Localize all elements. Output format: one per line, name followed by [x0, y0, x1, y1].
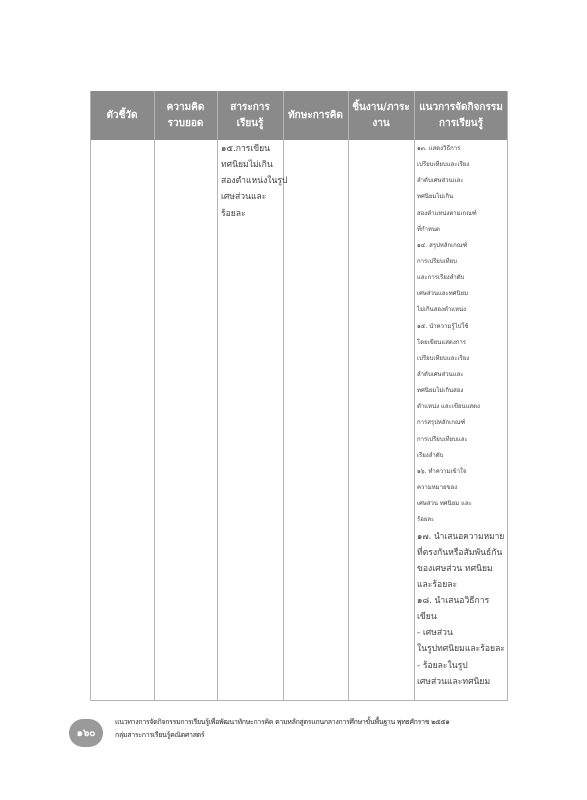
activity-line: การสรุปหลักเกณฑ์	[417, 419, 466, 427]
page-number-badge: ๑๖๐	[69, 719, 103, 747]
activity-line: เปรียบเทียบและเรียง	[417, 354, 470, 362]
activity-line: เศษส่วนและทศนิยม	[417, 290, 469, 298]
activity-line: ๑๘. นำเสนอวิธีการ	[417, 595, 490, 606]
activity-line: และร้อยละ	[417, 579, 458, 590]
activity-line: ทศนิยมไม่เกิน	[417, 193, 454, 201]
column-border	[90, 91, 91, 701]
activity-line: โดยเขียนแสดงการ	[417, 338, 466, 346]
activity-line: เขียน	[417, 612, 437, 623]
activity-line: การเปรียบเทียบและ	[417, 435, 468, 443]
activity-line: ที่กำหนด	[417, 225, 440, 233]
footer-subject-line: กลุ่มสาระการเรียนรู้คณิตศาสตร์	[115, 731, 205, 739]
content-line: ร้อยละ	[221, 208, 246, 219]
header-content: สาระการเรียนรู้	[230, 101, 270, 129]
content-line: สองตำแหน่งในรูป	[221, 176, 288, 187]
footer-title-line: แนวทางการจัดกิจกรรมการเรียนรู้เพื่อพัฒนาทักษะการคิด ตามหลักสูตรแกนกลางการศึกษาขั้นพื้นฐาน พุทธศักราช ๒๕๕๑	[115, 718, 450, 726]
column-border	[507, 91, 508, 701]
activity-line: ของเศษส่วน ทศนิยม	[417, 563, 493, 574]
content-cell	[221, 141, 287, 222]
activity-line: เรียงลำดับ	[417, 451, 444, 459]
activity-line: ที่ตรงกันหรือสัมพันธ์กัน	[417, 547, 503, 558]
activity-line: เศษส่วน ทศนิยม และ	[417, 500, 472, 508]
activity-line: ในรูปทศนิยมและร้อยละ	[417, 644, 505, 655]
activity-line: เศษส่วนและทศนิยม	[417, 676, 491, 687]
content-line: เศษส่วนและ	[221, 192, 267, 203]
column-border	[154, 91, 155, 701]
activities-cell	[417, 141, 505, 690]
activity-line: สองตำแหน่งตามเกณฑ์	[417, 209, 477, 217]
activity-line: ๑๔. สรุปหลักเกณฑ์	[417, 241, 468, 249]
activity-line: ๑๕. นำความรู้ไปใช้	[417, 322, 469, 330]
activity-line: และการเรียงลำดับ	[417, 274, 465, 282]
activity-line: ลำดับเศษส่วนและ	[417, 370, 464, 378]
column-border	[414, 91, 415, 701]
activity-line: - ร้อยละในรูป	[417, 660, 468, 671]
activity-line: ทศนิยมไม่เกินสอง	[417, 387, 464, 395]
content-line: ๑๕.การเขียน	[221, 144, 271, 154]
column-border	[217, 91, 218, 701]
activity-line: ไม่เกินสองตำแหน่ง	[417, 306, 467, 314]
content-line: ทศนิยมไม่เกิน	[221, 160, 273, 171]
header-work-task: ชิ้นงาน/ภาระงาน	[352, 101, 410, 129]
activity-line: เปรียบเทียบและเรียง	[417, 161, 470, 169]
activity-line: ความหมายของ	[417, 483, 458, 491]
curriculum-table	[90, 91, 508, 701]
activity-line: - เศษส่วน	[417, 628, 453, 639]
activity-line: ร้อยละ	[417, 516, 435, 524]
activity-line: ลำดับเศษส่วนและ	[417, 177, 464, 185]
activity-line: ๑๓. แสดงวิธีการ	[417, 145, 461, 152]
table-bottom-border	[90, 700, 508, 701]
header-activities: แนวการจัดกิจกรรมการเรียนรู้	[419, 101, 503, 129]
column-border	[348, 91, 349, 701]
activity-line: ๑๖. ทำความเข้าใจ	[417, 467, 467, 475]
table-header-row	[90, 91, 508, 140]
activity-line: ๑๗. นำเสนอความหมาย	[417, 531, 505, 542]
header-thinking-skills: ทักษะการคิด	[288, 109, 343, 121]
activity-line: การเปรียบเทียบ	[417, 257, 457, 265]
header-concept: ความคิดรวบยอด	[166, 101, 205, 129]
header-indicator: ตัวชี้วัด	[106, 109, 138, 121]
activity-line: ตำแหน่ง และเขียนแสดง	[417, 403, 480, 411]
